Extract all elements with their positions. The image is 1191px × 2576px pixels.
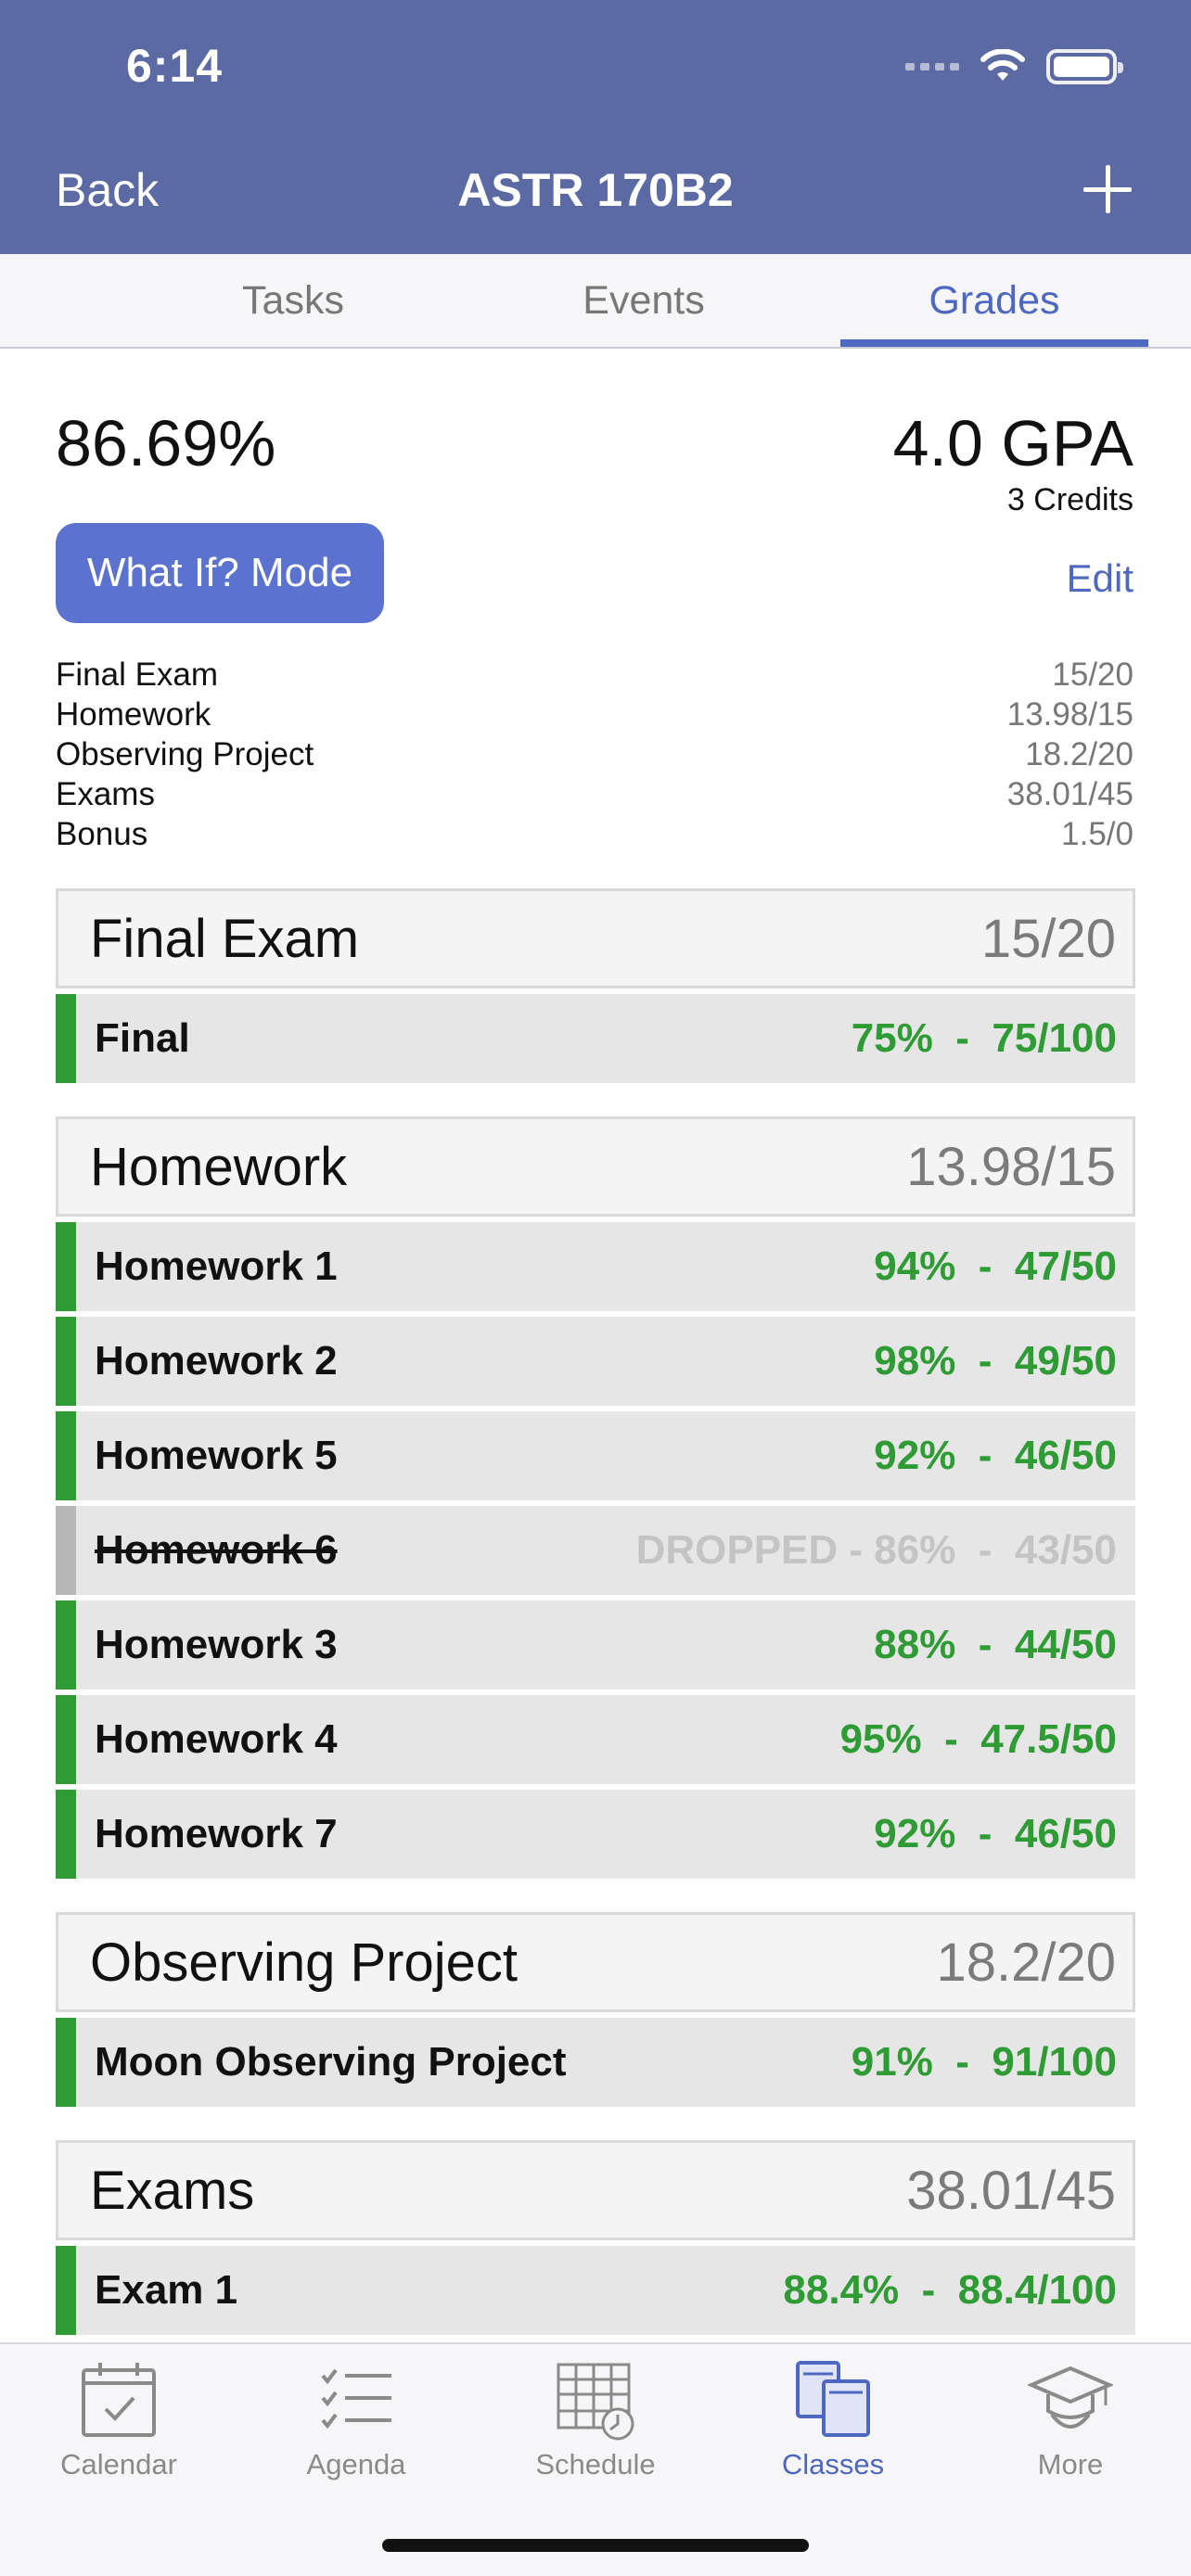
- grade-name: Final: [95, 1015, 190, 1061]
- credits-label: 3 Credits: [1006, 482, 1133, 517]
- section-homework: [56, 1116, 1135, 1879]
- summary-category-name: Observing Project: [56, 736, 314, 772]
- summary-category-score: 13.98/15: [1006, 696, 1133, 733]
- grade-value: 88% - 44/50: [874, 1622, 1117, 1667]
- grade-row[interactable]: [56, 1695, 1135, 1784]
- summary-row: [56, 696, 1133, 736]
- grade-value: 98% - 49/50: [874, 1338, 1117, 1384]
- grade-row[interactable]: [56, 2018, 1135, 2107]
- tab-bar-schedule[interactable]: [512, 2357, 679, 2481]
- grade-status-bar: [56, 1695, 76, 1784]
- battery-icon: [1046, 49, 1117, 84]
- tab-bar-calendar[interactable]: [35, 2357, 202, 2481]
- section-header[interactable]: [56, 1116, 1135, 1217]
- overall-percent: 86.69%: [56, 407, 276, 479]
- summary-row: [56, 736, 1133, 776]
- tab-bar-label: Agenda: [306, 2448, 406, 2480]
- grade-name: Homework 2: [95, 1338, 338, 1384]
- grade-row[interactable]: [56, 1600, 1135, 1690]
- grade-value: 91% - 91/100: [851, 2039, 1117, 2085]
- grade-value: 94% - 47/50: [874, 1243, 1117, 1289]
- category-summary-list: [56, 657, 1133, 856]
- edit-button[interactable]: Edit: [1066, 556, 1133, 600]
- grade-value: 88.4% - 88.4/100: [783, 2267, 1117, 2313]
- tab-bar-classes[interactable]: [749, 2357, 916, 2481]
- calendar-icon: [76, 2357, 161, 2442]
- agenda-icon: [314, 2357, 399, 2442]
- grade-name: Homework 3: [95, 1622, 338, 1667]
- status-time: 6:14: [126, 40, 224, 92]
- tab-bar-label: Schedule: [535, 2448, 656, 2480]
- grade-value: DROPPED - 86% - 43/50: [635, 1527, 1117, 1573]
- section-header[interactable]: [56, 2140, 1135, 2240]
- grade-name: Homework 5: [95, 1433, 338, 1478]
- back-button[interactable]: Back: [56, 164, 160, 216]
- grade-status-bar: [56, 1600, 76, 1690]
- grade-name: Homework 7: [95, 1811, 338, 1856]
- section-score: 13.98/15: [906, 1136, 1116, 1197]
- grade-row-dropped[interactable]: [56, 1506, 1135, 1595]
- page-title: ASTR 170B2: [457, 164, 734, 216]
- classes-icon: [790, 2357, 876, 2442]
- grade-name: Homework 1: [95, 1243, 338, 1289]
- summary-row: [56, 816, 1133, 856]
- grade-status-bar: [56, 994, 76, 1083]
- section-name: Observing Project: [90, 1932, 518, 1993]
- what-if-mode-button[interactable]: What If? Mode: [56, 523, 384, 623]
- summary-category-score: 15/20: [1052, 657, 1133, 693]
- grade-value: 75% - 75/100: [851, 1015, 1117, 1061]
- graduation-cap-icon: [1028, 2357, 1113, 2442]
- plus-icon[interactable]: [1082, 163, 1133, 215]
- grade-row[interactable]: [56, 1790, 1135, 1879]
- section-observing-project: [56, 1912, 1135, 2107]
- wifi-icon: [980, 49, 1026, 84]
- section-score: 18.2/20: [936, 1932, 1116, 1993]
- grade-sections: [56, 888, 1135, 2368]
- grade-row[interactable]: [56, 1222, 1135, 1311]
- grade-value: 92% - 46/50: [874, 1433, 1117, 1478]
- grade-status-bar: [56, 1317, 76, 1406]
- tab-active-indicator: [840, 339, 1148, 347]
- grade-name: Moon Observing Project: [95, 2039, 567, 2085]
- section-score: 38.01/45: [906, 2160, 1116, 2221]
- grade-name: Homework 4: [95, 1716, 338, 1762]
- segment-tabs: [0, 254, 1191, 349]
- home-indicator[interactable]: [382, 2539, 809, 2552]
- grade-name: Homework 6: [95, 1527, 338, 1573]
- grade-row[interactable]: [56, 1317, 1135, 1406]
- top-bar: [0, 0, 1191, 254]
- section-name: Exams: [90, 2160, 255, 2221]
- tab-events[interactable]: Events: [583, 278, 705, 323]
- summary-category-score: 38.01/45: [1006, 776, 1133, 812]
- summary-row: [56, 776, 1133, 816]
- tab-bar-label: More: [1037, 2448, 1104, 2480]
- section-header[interactable]: [56, 888, 1135, 988]
- grade-status-bar: [56, 2246, 76, 2335]
- summary-category-name: Homework: [56, 696, 211, 733]
- grade-status-bar: [56, 1411, 76, 1500]
- cellular-signal-icon: [905, 63, 959, 70]
- tab-bar-agenda[interactable]: [273, 2357, 440, 2481]
- gpa-value: 4.0 GPA: [892, 407, 1133, 479]
- grade-value: 95% - 47.5/50: [839, 1716, 1117, 1762]
- grade-status-bar: [56, 1790, 76, 1879]
- summary-category-score: 18.2/20: [1025, 736, 1133, 772]
- schedule-icon: [553, 2357, 638, 2442]
- grade-status-bar: [56, 2018, 76, 2107]
- tab-tasks[interactable]: Tasks: [242, 278, 344, 323]
- summary-row: [56, 657, 1133, 696]
- summary-category-name: Bonus: [56, 816, 148, 852]
- summary-category-name: Exams: [56, 776, 155, 812]
- tab-bar-label: Calendar: [60, 2448, 177, 2480]
- section-exams: [56, 2140, 1135, 2335]
- grade-row[interactable]: [56, 1411, 1135, 1500]
- grade-status-bar: [56, 1222, 76, 1311]
- section-name: Homework: [90, 1136, 348, 1197]
- tab-bar-label: Classes: [781, 2448, 885, 2480]
- summary-category-score: 1.5/0: [1061, 816, 1133, 852]
- grade-value: 92% - 46/50: [874, 1811, 1117, 1856]
- grade-status-bar: [56, 1506, 76, 1595]
- grade-row[interactable]: [56, 2246, 1135, 2335]
- summary-category-name: Final Exam: [56, 657, 219, 693]
- status-icons: [905, 46, 1117, 87]
- tab-grades[interactable]: Grades: [928, 278, 1060, 323]
- tab-bar-more[interactable]: [987, 2357, 1154, 2481]
- section-final-exam: [56, 888, 1135, 1083]
- section-header[interactable]: [56, 1912, 1135, 2012]
- section-score: 15/20: [980, 908, 1116, 969]
- grade-row[interactable]: [56, 994, 1135, 1083]
- grade-name: Exam 1: [95, 2267, 238, 2313]
- section-name: Final Exam: [90, 908, 360, 969]
